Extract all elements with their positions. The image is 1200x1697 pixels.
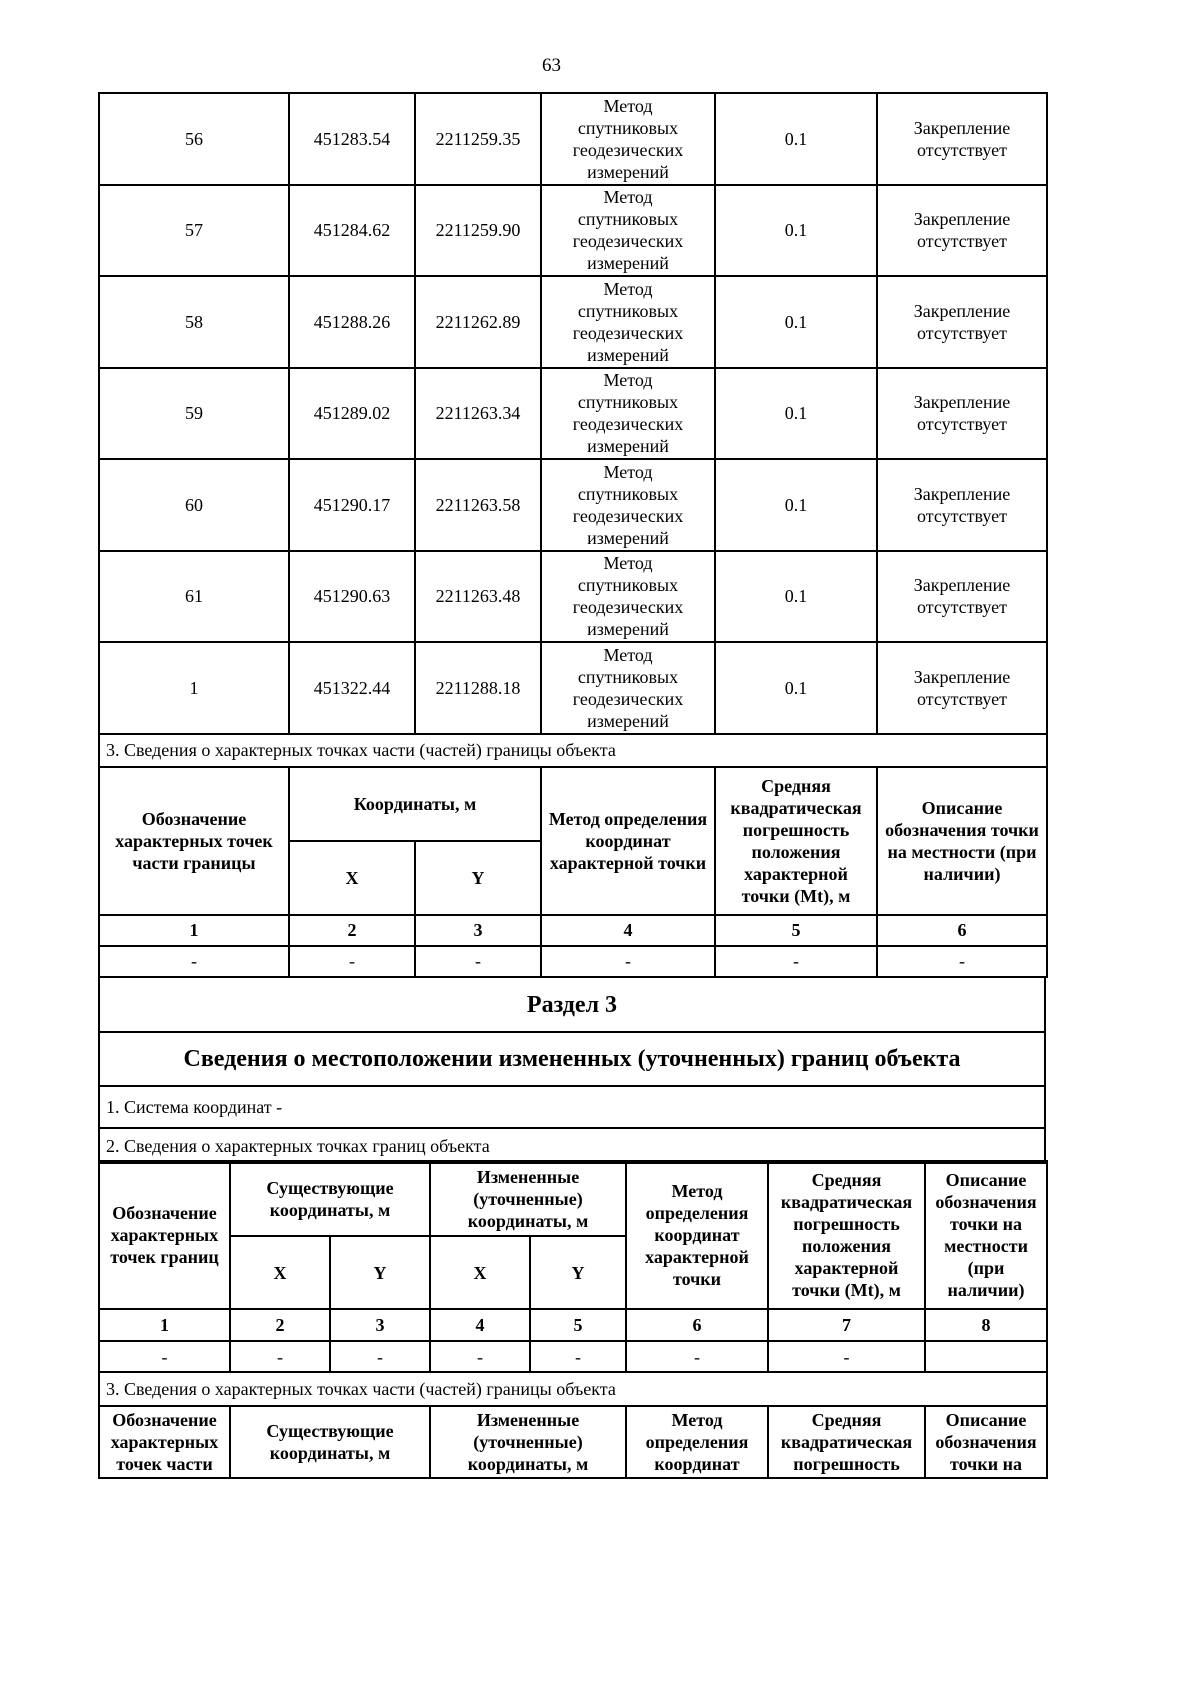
header-method: Метод определения координат характерной точки xyxy=(626,1161,768,1309)
empty-cell: - xyxy=(877,946,1047,977)
header-designation: Обозначение характерных точек части границы xyxy=(99,767,289,915)
header-x: X xyxy=(289,841,415,915)
column-number: 4 xyxy=(541,915,715,946)
point-number: 58 xyxy=(99,276,289,368)
mt-value: 0.1 xyxy=(715,642,877,734)
column-number: 3 xyxy=(330,1309,430,1341)
page-number: 63 xyxy=(542,55,561,76)
method: Метод спутниковых геодезических измерений xyxy=(541,551,715,643)
method: Метод спутниковых геодезических измерений xyxy=(541,276,715,368)
mt-value: 0.1 xyxy=(715,551,877,643)
header-method: Метод определения координат xyxy=(626,1406,768,1478)
coordinate-system: 1. Система координат - xyxy=(99,1086,1045,1128)
header-mt: Средняя квадратическая погрешность положения характерной точки (Mt), м xyxy=(768,1161,925,1309)
section3-part3-heading: 3. Сведения о характерных точках части (частей) границы объекта xyxy=(99,1372,1047,1406)
section3-title: Раздел 3 xyxy=(99,977,1045,1032)
description: Закрепление отсутствует xyxy=(877,551,1047,643)
empty-cell: - xyxy=(768,1341,925,1372)
header-y: Y xyxy=(530,1236,626,1309)
empty-cell: - xyxy=(541,946,715,977)
header-existing-coordinates: Существующие координаты, м xyxy=(230,1406,430,1478)
empty-cell: - xyxy=(430,1341,530,1372)
point-row xyxy=(99,642,1047,734)
column-number: 1 xyxy=(99,915,289,946)
coordinate-y: 2211288.18 xyxy=(415,642,541,734)
header-description: Описание обозначения точки на xyxy=(925,1406,1047,1478)
header-mt: Средняя квадратическая погрешность положения характерной точки (Mt), м xyxy=(715,767,877,915)
method: Метод спутниковых геодезических измерений xyxy=(541,185,715,277)
column-number: 6 xyxy=(877,915,1047,946)
mt-value: 0.1 xyxy=(715,368,877,460)
empty-cell: - xyxy=(415,946,541,977)
description: Закрепление отсутствует xyxy=(877,185,1047,277)
column-number: 5 xyxy=(530,1309,626,1341)
empty-cell: - xyxy=(99,946,289,977)
coordinate-x: 451283.54 xyxy=(289,93,415,185)
description: Закрепление отсутствует xyxy=(877,459,1047,551)
header-method: Метод определения координат характерной точки xyxy=(541,767,715,915)
coordinate-y: 2211259.90 xyxy=(415,185,541,277)
coordinate-x: 451284.62 xyxy=(289,185,415,277)
header-designation: Обозначение характерных точек границ xyxy=(99,1161,230,1309)
column-number: 1 xyxy=(99,1309,230,1341)
section3-title-table xyxy=(98,976,1046,1164)
point-number: 59 xyxy=(99,368,289,460)
header-x: X xyxy=(230,1236,330,1309)
point-row xyxy=(99,368,1047,460)
description: Закрепление отсутствует xyxy=(877,93,1047,185)
empty-cell: - xyxy=(99,1341,230,1372)
header-x: X xyxy=(430,1236,530,1309)
description: Закрепление отсутствует xyxy=(877,276,1047,368)
empty-cell: - xyxy=(230,1341,330,1372)
point-row xyxy=(99,551,1047,643)
header-coordinates: Координаты, м xyxy=(289,767,541,841)
coordinate-x: 451290.63 xyxy=(289,551,415,643)
point-number: 61 xyxy=(99,551,289,643)
empty-cell: - xyxy=(330,1341,430,1372)
empty-cell xyxy=(925,1341,1047,1372)
description: Закрепление отсутствует xyxy=(877,642,1047,734)
mt-value: 0.1 xyxy=(715,185,877,277)
section3-part2-heading: 2. Сведения о характерных точках границ объекта xyxy=(99,1128,1045,1163)
method: Метод спутниковых геодезических измерений xyxy=(541,642,715,734)
header-description: Описание обозначения точки на местности (при наличии) xyxy=(925,1161,1047,1309)
empty-cell: - xyxy=(715,946,877,977)
coordinate-x: 451289.02 xyxy=(289,368,415,460)
coordinate-y: 2211263.34 xyxy=(415,368,541,460)
empty-cell: - xyxy=(530,1341,626,1372)
header-y: Y xyxy=(330,1236,430,1309)
header-designation: Обозначение характерных точек части xyxy=(99,1406,230,1478)
method: Метод спутниковых геодезических измерений xyxy=(541,459,715,551)
column-number: 7 xyxy=(768,1309,925,1341)
point-row xyxy=(99,459,1047,551)
empty-cell: - xyxy=(289,946,415,977)
coordinate-y: 2211262.89 xyxy=(415,276,541,368)
header-description: Описание обозначения точки на местности (при наличии) xyxy=(877,767,1047,915)
coordinate-x: 451288.26 xyxy=(289,276,415,368)
column-number: 2 xyxy=(289,915,415,946)
point-row xyxy=(99,93,1047,185)
section3-subtitle: Сведения о местоположении измененных (уточненных) границ объекта xyxy=(99,1032,1045,1086)
mt-value: 0.1 xyxy=(715,93,877,185)
point-number: 60 xyxy=(99,459,289,551)
column-number: 8 xyxy=(925,1309,1047,1341)
column-number: 6 xyxy=(626,1309,768,1341)
column-number: 2 xyxy=(230,1309,330,1341)
point-number: 57 xyxy=(99,185,289,277)
column-number: 3 xyxy=(415,915,541,946)
column-number: 4 xyxy=(430,1309,530,1341)
mt-value: 0.1 xyxy=(715,459,877,551)
section2-part3-heading: 3. Сведения о характерных точках части (частей) границы объекта xyxy=(99,734,1047,767)
point-number: 56 xyxy=(99,93,289,185)
changed-points-table xyxy=(98,1160,1048,1479)
header-mt: Средняя квадратическая погрешность xyxy=(768,1406,925,1478)
empty-cell: - xyxy=(626,1341,768,1372)
header-y: Y xyxy=(415,841,541,915)
coordinate-x: 451290.17 xyxy=(289,459,415,551)
header-changed-coordinates: Измененные (уточненные) координаты, м xyxy=(430,1161,626,1236)
header-existing-coordinates: Существующие координаты, м xyxy=(230,1161,430,1236)
point-row xyxy=(99,276,1047,368)
point-number: 1 xyxy=(99,642,289,734)
header-changed-coordinates: Измененные (уточненные) координаты, м xyxy=(430,1406,626,1478)
description: Закрепление отсутствует xyxy=(877,368,1047,460)
coordinate-x: 451322.44 xyxy=(289,642,415,734)
coordinate-y: 2211259.35 xyxy=(415,93,541,185)
method: Метод спутниковых геодезических измерений xyxy=(541,93,715,185)
coordinate-y: 2211263.58 xyxy=(415,459,541,551)
mt-value: 0.1 xyxy=(715,276,877,368)
point-row xyxy=(99,185,1047,277)
column-number: 5 xyxy=(715,915,877,946)
method: Метод спутниковых геодезических измерений xyxy=(541,368,715,460)
points-table xyxy=(98,92,1048,978)
coordinate-y: 2211263.48 xyxy=(415,551,541,643)
